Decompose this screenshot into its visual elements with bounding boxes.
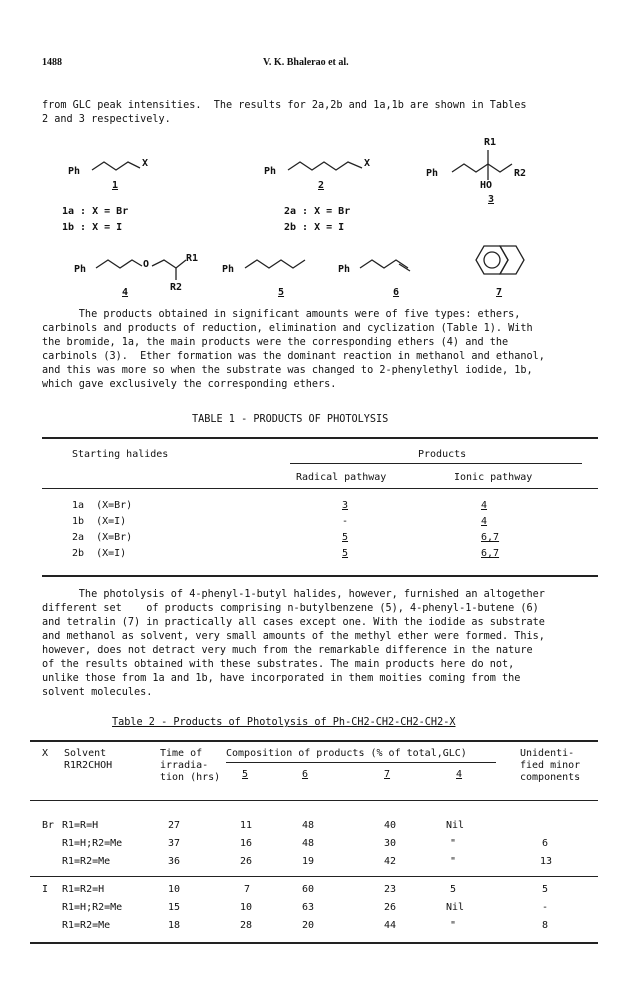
table1-ionic: 6,7: [481, 532, 500, 543]
para1-line-3: the bromide, 1a, the main products were the corresponding ethers (4) and the: [42, 337, 509, 348]
table2-unid: 5: [542, 884, 549, 895]
table2-c6: 63: [302, 902, 315, 913]
table2-c4: ": [450, 838, 457, 849]
structure-5-chain: [245, 260, 305, 268]
para2-line-6: of the results obtained with these substrates. The main products here do not,: [42, 659, 515, 670]
table2-group-rule: [30, 876, 598, 877]
structure-4-r2: R2: [170, 282, 183, 293]
table1-halide: 2a (X=Br): [72, 532, 133, 543]
structure-2a-label: 2a : X = Br: [284, 206, 351, 217]
table2-solvent: R1=R2=Me: [62, 920, 111, 931]
table2-col-time-2: irradia-: [160, 760, 209, 771]
table2-c4: ": [450, 920, 457, 931]
table2-col-solvent: Solvent: [64, 748, 107, 759]
structure-3-ph: Ph: [426, 168, 439, 179]
structure-1b-label: 1b : X = I: [62, 222, 123, 233]
table2-c7: 44: [384, 920, 397, 931]
structure-5-ph: Ph: [222, 264, 235, 275]
intro-line-2: 2 and 3 respectively.: [42, 114, 171, 125]
structure-1-x: X: [142, 158, 149, 169]
table2-col-x: X: [42, 748, 49, 759]
table2-solvent: R1=R2=H: [62, 884, 105, 895]
table2-col-solvent-formula: R1R2CHOH: [64, 760, 113, 771]
structure-3-chain: [452, 164, 512, 172]
table2-time: 10: [168, 884, 181, 895]
para2-line-1: The photolysis of 4-phenyl-1-butyl halides, however, furnished an altogether: [42, 589, 545, 600]
table2-col-time-3: tion (hrs): [160, 772, 221, 783]
para2-line-3: and tetralin (7) in practically all cases except one. With the iodide as substrate: [42, 617, 545, 628]
table2-unid: -: [542, 902, 549, 913]
para1-line-5: and this was more so when the substrate was changed to 2-phenylethyl iodide, 1b,: [42, 365, 533, 376]
table1-halide: 1b (X=I): [72, 516, 127, 527]
structure-1a-label: 1a : X = Br: [62, 206, 129, 217]
table2-c7: 42: [384, 856, 397, 867]
structure-2-ph: Ph: [264, 166, 277, 177]
table2-c7: 23: [384, 884, 397, 895]
table2-time: 37: [168, 838, 181, 849]
structure-5-number: 5: [278, 287, 285, 298]
table2-solvent: R1=R=H: [62, 820, 99, 831]
table2-c4: 5: [450, 884, 457, 895]
structure-7-aromatic-ring: [476, 246, 508, 274]
table2-solvent: R1=H;R2=Me: [62, 838, 123, 849]
para1-line-4: carbinols (3). Ether formation was the dominant reaction in methanol and ethanol,: [42, 351, 545, 362]
table2-col-composition: Composition of products (% of total,GLC): [226, 748, 467, 759]
table2-c7: 30: [384, 838, 397, 849]
table2-col-unidentified: Unidenti-: [520, 748, 575, 759]
table1-radical: 5: [342, 548, 349, 559]
structure-6-ph: Ph: [338, 264, 351, 275]
structure-4-ph: Ph: [74, 264, 87, 275]
table2-c4: Nil: [446, 820, 465, 831]
structure-3-r2: R2: [514, 168, 527, 179]
table2-solvent: R1=H;R2=Me: [62, 902, 123, 913]
para2-line-2: different set of products comprising n-butylbenzene (5), 4-phenyl-1-butene (6): [42, 603, 539, 614]
table2-c7: 40: [384, 820, 397, 831]
structure-6-number: 6: [393, 287, 400, 298]
table1-ionic: 6,7: [481, 548, 500, 559]
table2-c5: 28: [240, 920, 253, 931]
para2-line-4: and methanol as solvent, very small amounts of the methyl ether were formed. This,: [42, 631, 545, 642]
para1-line-6: which gave exclusively the corresponding ethers.: [42, 379, 337, 390]
table2-c5: 10: [240, 902, 253, 913]
para2-line-5: however, does not detract very much from the remarkable difference in the nature: [42, 645, 533, 656]
structure-3-ho: HO: [480, 180, 493, 191]
structure-4-o: O: [143, 259, 150, 270]
table1-bottom-rule: [42, 575, 598, 577]
structure-2-x: X: [364, 158, 371, 169]
table2-unid: 13: [540, 856, 553, 867]
table1-col-radical: Radical pathway: [296, 472, 387, 483]
table2-comp-col-5: 5: [242, 769, 249, 780]
table2-time: 15: [168, 902, 181, 913]
table1-halide: 2b (X=I): [72, 548, 127, 559]
structure-1-chain: [92, 162, 140, 170]
table2-col-unidentified-3: components: [520, 772, 581, 783]
table2-composition-rule: [226, 762, 496, 763]
table2-time: 27: [168, 820, 181, 831]
page-number: 1488: [42, 57, 62, 68]
structure-2-chain: [288, 162, 362, 170]
table2-time: 36: [168, 856, 181, 867]
intro-line-1: from GLC peak intensities. The results for 2a,2b and 1a,1b are shown in Tables: [42, 100, 527, 111]
table1-header-rule: [42, 488, 598, 489]
table2-solvent: R1=R2=Me: [62, 856, 111, 867]
table2-bottom-rule: [30, 942, 598, 944]
table2-time: 18: [168, 920, 181, 931]
table1-products-rule: [290, 463, 582, 464]
table1-radical: -: [342, 516, 349, 527]
table2-c6: 20: [302, 920, 315, 931]
table2-top-rule: [30, 740, 598, 742]
table2-c6: 48: [302, 820, 315, 831]
structure-2b-label: 2b : X = I: [284, 222, 345, 233]
table1-radical: 3: [342, 500, 349, 511]
table2-comp-col-4: 4: [456, 769, 463, 780]
structure-4-number: 4: [122, 287, 129, 298]
structure-4-chain: [96, 260, 142, 268]
table2-comp-col-6: 6: [302, 769, 309, 780]
table2-c5: 7: [244, 884, 251, 895]
table2-c5: 11: [240, 820, 253, 831]
table2-c6: 19: [302, 856, 315, 867]
table1-ionic: 4: [481, 500, 488, 511]
table1-col-starting: Starting halides: [72, 449, 169, 460]
structure-7-saturated-ring: [500, 246, 524, 274]
para1-line-2: carbinols and products of reduction, elimination and cyclization (Table 1). With: [42, 323, 533, 334]
table1-top-rule: [42, 437, 598, 439]
table2-group-x-br: Br: [42, 820, 55, 831]
table1-title: TABLE 1 - PRODUCTS OF PHOTOLYSIS: [192, 414, 389, 425]
table2-c5: 26: [240, 856, 253, 867]
structure-7-number: 7: [496, 287, 503, 298]
para2-line-7: unlike those from 1a and 1b, have incorporated in them moities coming from the: [42, 673, 521, 684]
para2-line-8: solvent molecules.: [42, 687, 153, 698]
table1-halide: 1a (X=Br): [72, 500, 133, 511]
table2-header-rule: [30, 800, 598, 801]
table1-radical: 5: [342, 532, 349, 543]
table2-c4: ": [450, 856, 457, 867]
table1-col-ionic: Ionic pathway: [454, 472, 533, 483]
structure-6-chain: [360, 260, 408, 268]
table2-c7: 26: [384, 902, 397, 913]
table2-c5: 16: [240, 838, 253, 849]
para1-line-1: The products obtained in significant amounts were of five types: ethers,: [42, 309, 521, 320]
table1-col-products: Products: [418, 449, 467, 460]
table2-c6: 48: [302, 838, 315, 849]
structure-3-r1: R1: [484, 137, 497, 148]
structure-3-number: 3: [488, 194, 495, 205]
table2-c4: Nil: [446, 902, 465, 913]
table2-comp-col-7: 7: [384, 769, 391, 780]
table2-c6: 60: [302, 884, 315, 895]
table1-ionic: 4: [481, 516, 488, 527]
table2-col-unidentified-2: fied minor: [520, 760, 581, 771]
structure-1-number: 1: [112, 180, 119, 191]
structure-2-number: 2: [318, 180, 325, 191]
structure-4-r1: R1: [186, 253, 199, 264]
table2-unid: 8: [542, 920, 549, 931]
running-header-authors: V. K. Bhalerao et al.: [263, 57, 349, 68]
table2-title: Table 2 - Products of Photolysis of Ph-CH2-CH2-CH2-CH2-X: [112, 717, 456, 728]
table2-col-time: Time of: [160, 748, 203, 759]
table2-unid: 6: [542, 838, 549, 849]
structure-1-ph: Ph: [68, 166, 81, 177]
table2-group-x-i: I: [42, 884, 49, 895]
